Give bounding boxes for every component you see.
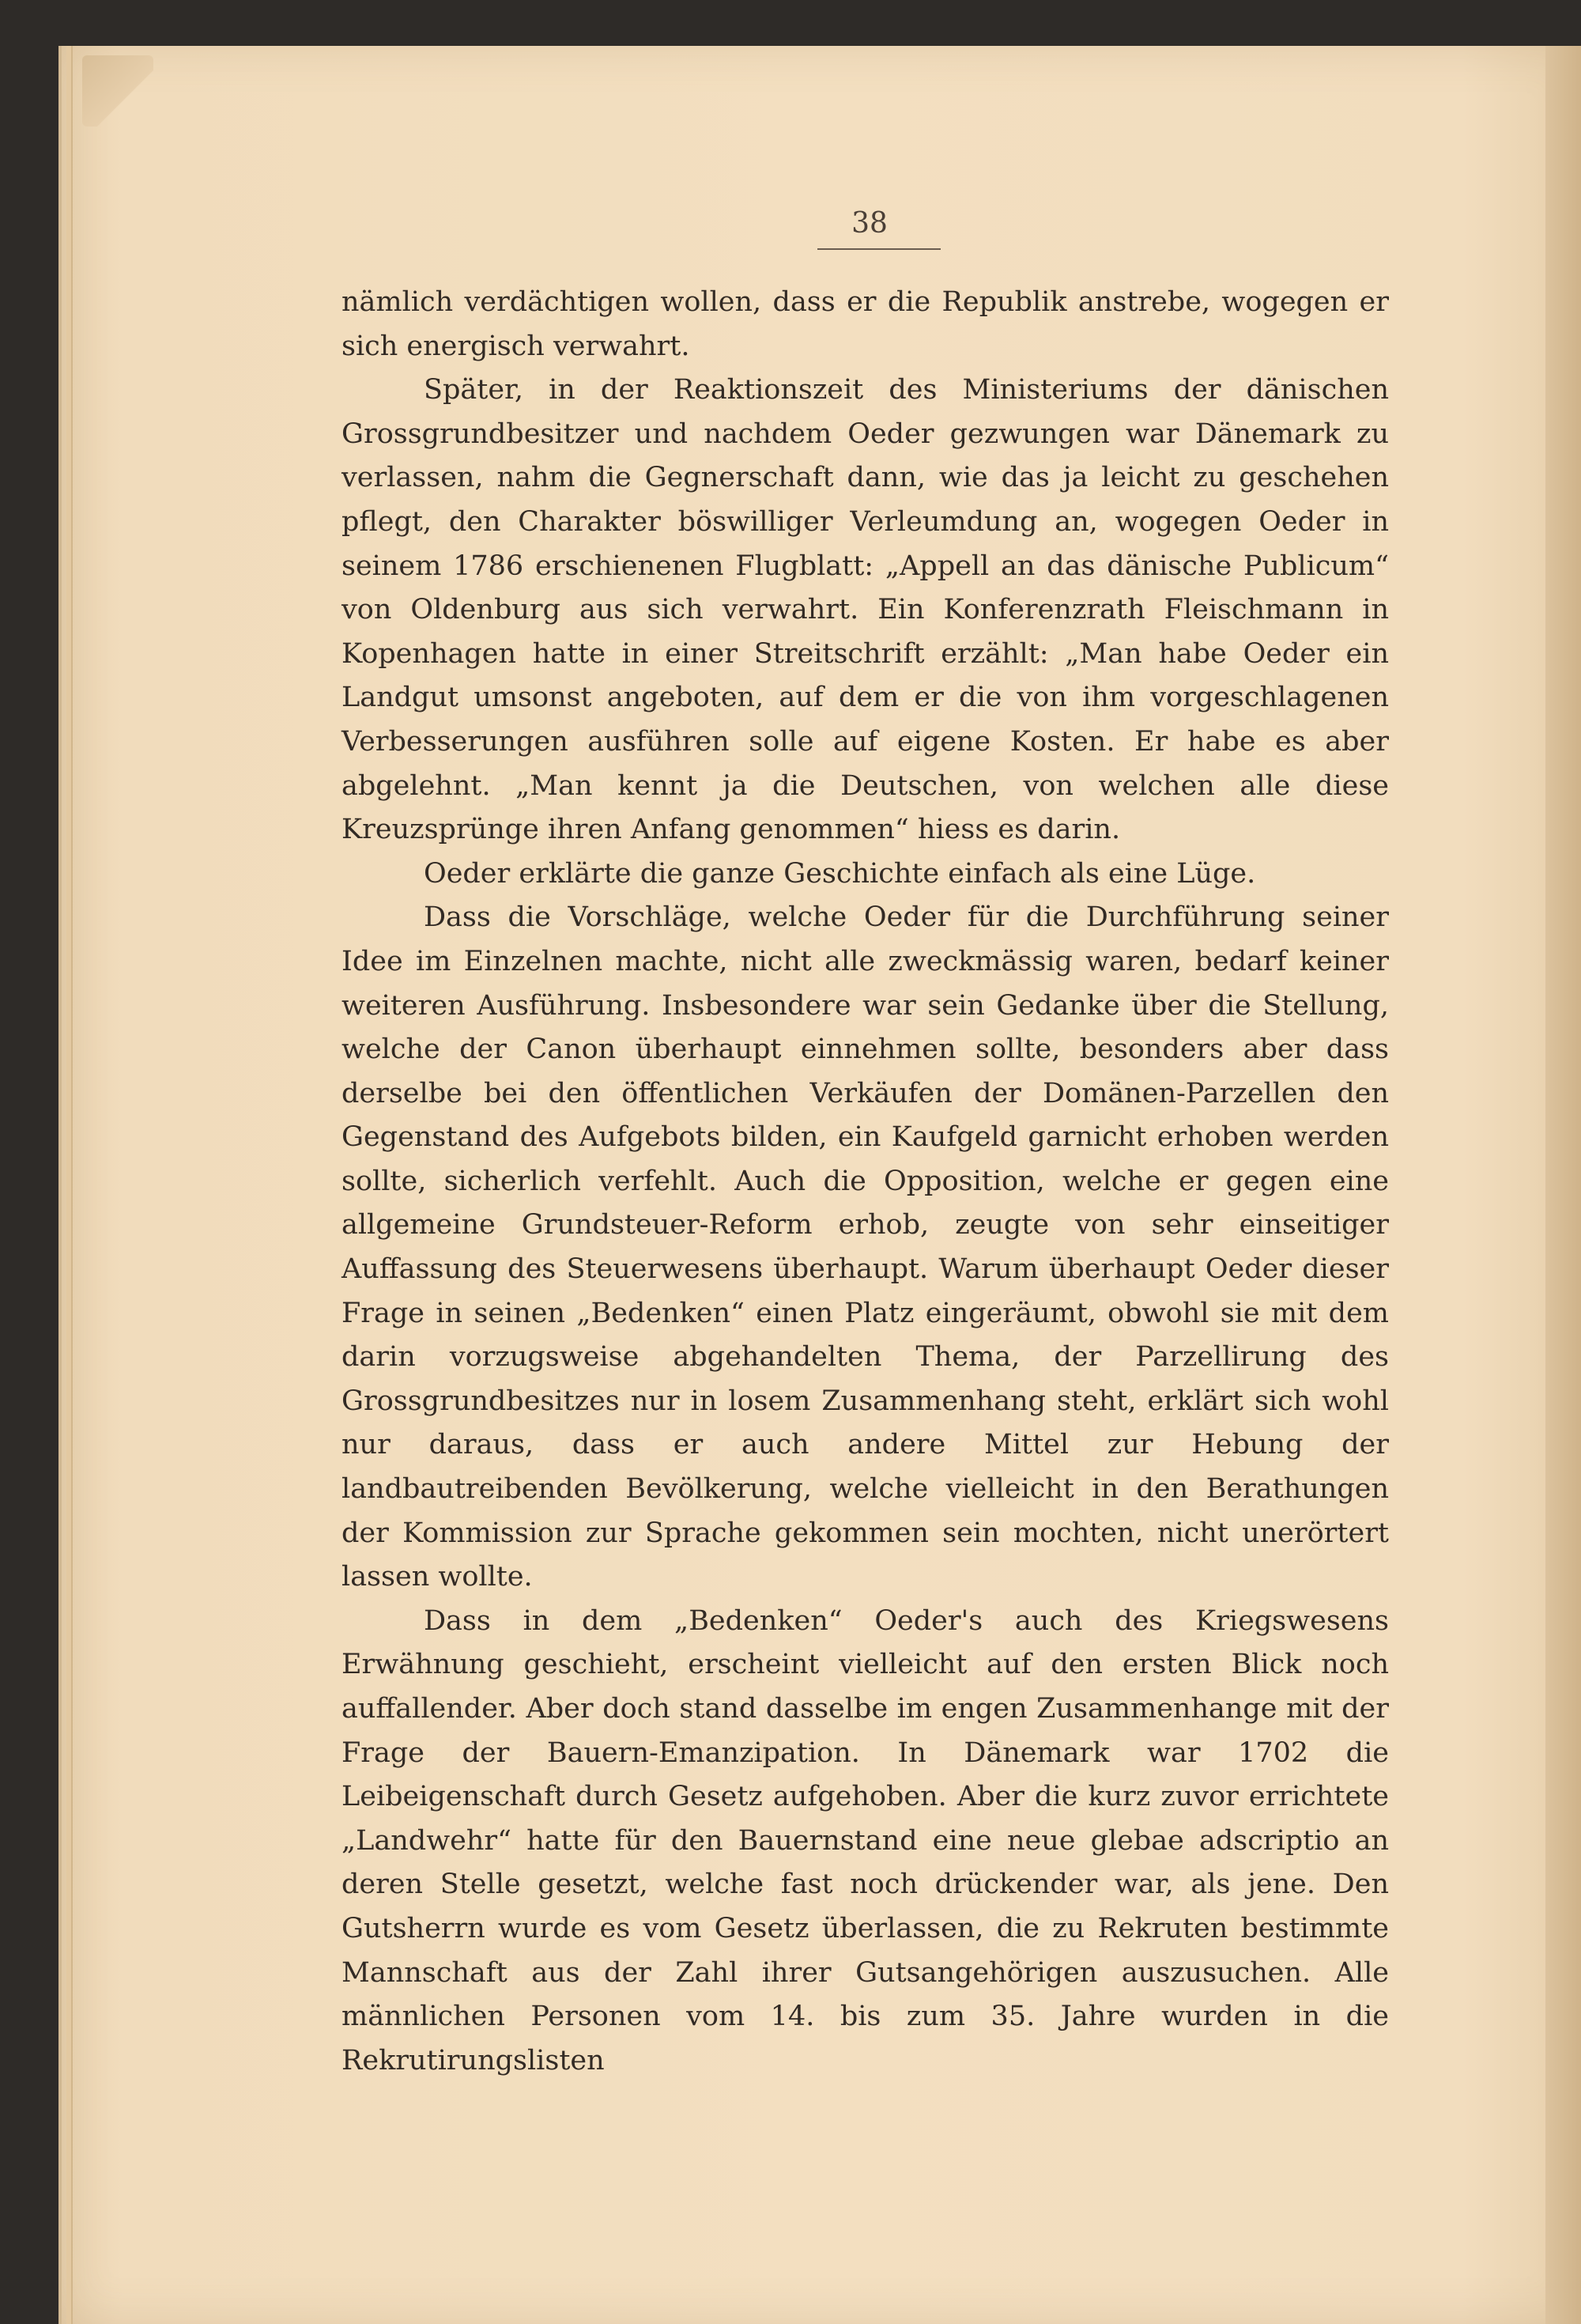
folded-corner bbox=[82, 55, 153, 127]
paragraph: Oeder erklärte die ganze Geschichte einfach als eine Lüge. bbox=[424, 857, 1256, 890]
page-number-rule bbox=[817, 248, 941, 250]
paragraph: Dass die Vorschläge, welche Oeder für die Durchführung seiner Idee im Einzelnen machte, nicht alle zweckmässig waren, bedarf keiner weiteren Ausführung. Insbesondere war sein Gedanke über die Stellung, welche der Canon überhaupt einnehmen sollte, besonders aber dass derselbe bei den öffentlichen Verkäufen der Domänen-Parzellen den Gegenstand des Aufgebots bilden, ein Kaufgeld garnicht erhoben werden sollte, sicherlich verfehlt. Auch die Opposition, welche er gegen eine allgemeine Grundsteuer-Reform erhob, zeugte von sehr einseitiger Auffassung des Steuerwesens überhaupt. Warum überhaupt Oeder dieser Frage in seinen „Bedenken“ einen Platz eingeräumt, obwohl sie mit dem darin vorzugsweise abgehandelten Thema, der Parzellirung des Grossgrundbesitzes nur in losem Zusammenhang steht, erklärt sich wohl nur daraus, dass er auch andere Mittel zur Hebung der landbautreibenden Bevölkerung, welche vielleicht in den Berathungen der Kommission zur Sprache gekommen sein mochten, nicht unerörtert lassen wollte. bbox=[341, 901, 1389, 1593]
paragraph: Später, in der Reaktionszeit des Ministeriums der dänischen Grossgrundbesitzer und nachdem Oeder gezwungen war Dänemark zu verlassen, nahm die Gegnerschaft dann, wie das ja leicht zu geschehen pflegt, den Charakter böswilliger Verleumdung an, wogegen Oeder in seinem 1786 erschienenen Flugblatt: „Appell an das dänische Publicum“ von Oldenburg aus sich verwahrt. Ein Konferenzrath Fleischmann in Kopenhagen hatte in einer Streitschrift erzählt: „Man habe Oeder ein Landgut umsonst angeboten, auf dem er die von ihm vorgeschlagenen Verbesserungen ausführen solle auf eigene Kosten. Er habe es aber abgelehnt. „Man kennt ja die Deutschen, von welchen alle diese Kreuzsprünge ihren Anfang genommen“ hiess es darin. bbox=[341, 374, 1389, 846]
page-number: 38 bbox=[851, 207, 888, 240]
page-binding-edge bbox=[66, 46, 73, 2324]
page-right-edge bbox=[1545, 46, 1581, 2324]
paragraph: Dass in dem „Bedenken“ Oeder's auch des Kriegswesens Erwähnung geschieht, erscheint vielleicht auf den ersten Blick noch auffallender. Aber doch stand dasselbe im engen Zusammenhange mit der Frage der Bauern-Emanzipation. In Dänemark war 1702 die Leibeigenschaft durch Gesetz aufgehoben. Aber die kurz zuvor errichtete „Landwehr“ hatte für den Bauernstand eine neue glebae adscriptio an deren Stelle gesetzt, welche fast noch drückender war, als jene. Den Gutsherrn wurde es vom Gesetz überlassen, die zu Rekruten bestimmte Mannschaft aus der Zahl ihrer Gutsangehörigen auszusuchen. Alle männlichen Personen vom 14. bis zum 35. Jahre wurden in die Rekrutirungslisten bbox=[341, 1604, 1389, 2076]
paragraph-continuation: nämlich verdächtigen wollen, dass er die Republik anstrebe, wogegen er sich energisch verwahrt. bbox=[341, 286, 1389, 362]
body-text bbox=[341, 281, 1389, 2083]
